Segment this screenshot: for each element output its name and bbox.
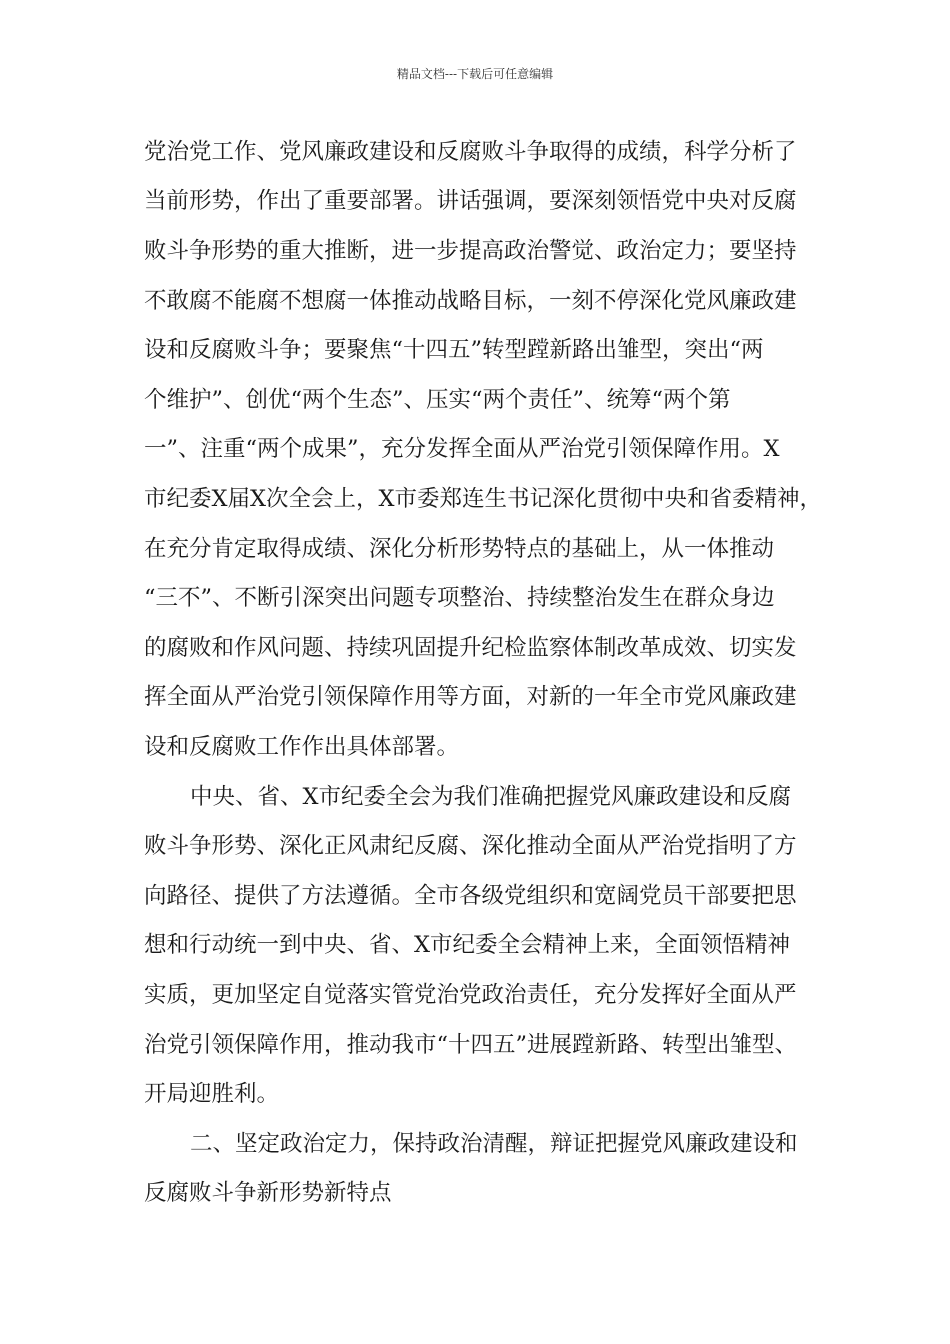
text-line: 设和反腐败工作作出具体部署。 bbox=[144, 734, 460, 760]
section-heading-continued: 反腐败斗争新形势新特点 bbox=[144, 1180, 392, 1206]
text-line: 挥全面从严治党引领保障作用等方面，对新的一年全市党风廉政建 bbox=[144, 684, 797, 710]
text-line: 的腐败和作风问题、持续巩固提升纪检监察体制改革成效、切实发 bbox=[144, 635, 797, 661]
text-line: 不敢腐不能腐不想腐一体推动战略目标，一刻不停深化党风廉政建 bbox=[144, 288, 797, 314]
text-line: 向路径、提供了方法遵循。全市各级党组织和宽阔党员干部要把思 bbox=[144, 883, 797, 909]
text-line: 个维护”、创优“两个生态”、压实“两个责任”、统筹“两个第 bbox=[144, 387, 731, 413]
page-header: 精品文档---下载后可任意编辑 bbox=[396, 67, 554, 81]
text-line: “三不”、不断引深突出问题专项整治、持续整治发生在群众身边 bbox=[144, 585, 775, 611]
paragraph-first-line: 中央、省、X市纪委全会为我们准确把握党风廉政建设和反腐 bbox=[190, 784, 792, 810]
section-heading: 二、坚定政治定力，保持政治清醒，辩证把握党风廉政建设和 bbox=[190, 1131, 798, 1157]
text-line: 一”、注重“两个成果”，充分发挥全面从严治党引领保障作用。X bbox=[144, 436, 780, 462]
text-line: 党治党工作、党风廉政建设和反腐败斗争取得的成绩，科学分析了 bbox=[144, 139, 797, 165]
text-line: 在充分肯定取得成绩、深化分析形势特点的基础上，从一体推动 bbox=[144, 536, 775, 562]
text-line: 市纪委X届X次全会上，X市委郑连生书记深化贯彻中央和省委精神， bbox=[144, 486, 823, 512]
text-line: 实质，更加坚定自觉落实管党治党政治责任，充分发挥好全面从严 bbox=[144, 982, 797, 1008]
text-line: 治党引领保障作用，推动我市“十四五”进展蹚新路、转型出雏型、 bbox=[144, 1032, 798, 1058]
text-line: 设和反腐败斗争；要聚焦“十四五”转型蹚新路出雏型，突出“两 bbox=[144, 337, 764, 363]
text-line: 当前形势，作出了重要部署。讲话强调，要深刻领悟党中央对反腐 bbox=[144, 188, 797, 214]
text-line: 开局迎胜利。 bbox=[144, 1081, 280, 1107]
text-line: 想和行动统一到中央、省、X市纪委全会精神上来，全面领悟精神 bbox=[144, 932, 791, 958]
text-line: 败斗争形势、深化正风肃纪反腐、深化推动全面从严治党指明了方 bbox=[144, 833, 797, 859]
text-line: 败斗争形势的重大推断，进一步提高政治警觉、政治定力；要坚持 bbox=[144, 238, 797, 264]
